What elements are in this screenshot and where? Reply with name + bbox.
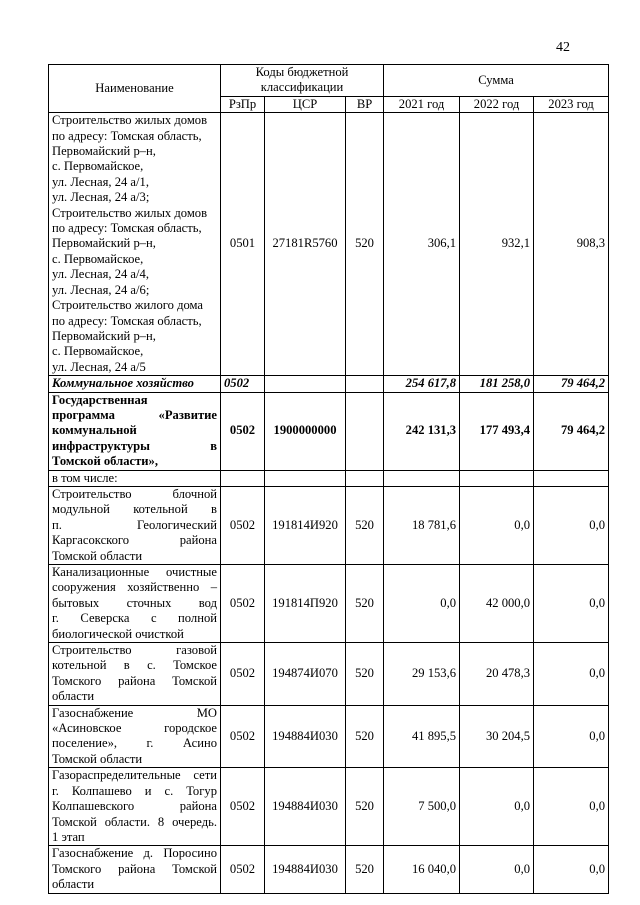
row-name — [49, 392, 221, 470]
row-name-line: п. Геологический — [52, 517, 217, 532]
cell-csr: 1900000000 — [265, 392, 346, 470]
row-name-line: области — [52, 689, 95, 704]
row-name-line: Газораспределительные сети — [52, 768, 217, 783]
cell-rzpr: 0502 — [221, 846, 265, 893]
row-name-line: с. Первомайское, — [52, 159, 144, 174]
row-name-line: Газоснабжение МО — [52, 705, 217, 720]
cell-vr — [346, 376, 384, 392]
table-row — [49, 846, 609, 893]
cell-y2021: 0,0 — [384, 565, 460, 643]
table-body — [49, 113, 609, 893]
cell-vr: 520 — [346, 643, 384, 706]
row-name-line: Коммунальное хозяйство — [52, 376, 194, 391]
row-name-line: с. Первомайское, — [52, 251, 144, 266]
cell-y2022: 181 258,0 — [460, 376, 534, 392]
row-name-line: Строительство блочной — [52, 486, 217, 501]
row-name-line: программа «Развитие — [52, 407, 217, 422]
row-name-line: ул. Лесная, 24 а/6; — [52, 282, 150, 297]
row-name-line: Томского района Томской — [52, 861, 217, 876]
cell-rzpr: 0502 — [221, 643, 265, 706]
row-name-line: Томской области — [52, 751, 143, 766]
cell-csr: 194874И070 — [265, 643, 346, 706]
cell-csr: 191814П920 — [265, 565, 346, 643]
cell-rzpr: 0502 — [221, 705, 265, 768]
cell-y2023 — [534, 470, 609, 486]
cell-csr: 194884И030 — [265, 768, 346, 846]
row-name-line: бытовых сточных вод — [52, 595, 217, 610]
cell-y2023: 0,0 — [534, 846, 609, 893]
cell-csr: 194884И030 — [265, 705, 346, 768]
row-name-line: с. Первомайское, — [52, 344, 144, 359]
cell-y2023: 0,0 — [534, 768, 609, 846]
cell-csr: 194884И030 — [265, 846, 346, 893]
cell-vr: 520 — [346, 565, 384, 643]
row-name-line: Первомайский р–н, — [52, 328, 156, 343]
cell-y2023: 908,3 — [534, 113, 609, 376]
cell-y2022 — [460, 470, 534, 486]
row-name-line: 1 этап — [52, 829, 85, 844]
row-name-line: коммунальной — [52, 423, 137, 438]
row-name — [49, 705, 221, 768]
row-name-line: по адресу: Томская область, — [52, 221, 202, 236]
row-name — [49, 565, 221, 643]
cell-vr: 520 — [346, 486, 384, 564]
row-name-line: Первомайский р–н, — [52, 144, 156, 159]
cell-y2021: 7 500,0 — [384, 768, 460, 846]
cell-y2022: 932,1 — [460, 113, 534, 376]
cell-y2023: 0,0 — [534, 486, 609, 564]
row-name-line: Газоснабжение д. Поросино — [52, 846, 217, 861]
header-2021: 2021 год — [384, 96, 460, 112]
cell-rzpr: 0501 — [221, 113, 265, 376]
row-name-line: биологической очисткой — [52, 626, 184, 641]
cell-y2022: 42 000,0 — [460, 565, 534, 643]
cell-vr — [346, 392, 384, 470]
row-name — [49, 113, 221, 376]
cell-vr: 520 — [346, 705, 384, 768]
row-name-line: ул. Лесная, 24 а/1, — [52, 174, 149, 189]
cell-y2021: 29 153,6 — [384, 643, 460, 706]
row-name-line: Строительство жилого дома — [52, 298, 204, 313]
cell-csr — [265, 376, 346, 392]
table-row — [49, 470, 609, 486]
row-name-line: Строительство газовой — [52, 643, 217, 658]
header-2022: 2022 год — [460, 96, 534, 112]
row-name — [49, 376, 221, 392]
cell-rzpr: 0502 — [221, 565, 265, 643]
row-name-line: в том числе: — [52, 470, 118, 485]
cell-y2022: 30 204,5 — [460, 705, 534, 768]
row-name-line: Государственная — [52, 392, 148, 407]
cell-y2022: 0,0 — [460, 846, 534, 893]
row-name-line: области — [52, 877, 95, 892]
budget-table — [48, 64, 609, 894]
table-row — [49, 565, 609, 643]
row-name-line: Строительство жилых домов — [52, 205, 208, 220]
row-name-line: ул. Лесная, 24 а/5 — [52, 359, 146, 374]
page-number: 42 — [556, 40, 570, 55]
cell-y2021: 16 040,0 — [384, 846, 460, 893]
row-name-line: Томской области», — [52, 454, 158, 469]
cell-vr: 520 — [346, 768, 384, 846]
cell-y2022: 0,0 — [460, 486, 534, 564]
header-codes: Коды бюджетной классификации — [221, 65, 384, 97]
row-name-line: Строительство жилых домов — [52, 113, 208, 128]
cell-y2021: 306,1 — [384, 113, 460, 376]
row-name — [49, 846, 221, 893]
row-name — [49, 768, 221, 846]
table-row — [49, 705, 609, 768]
row-name-line: по адресу: Томская область, — [52, 128, 202, 143]
row-name-line: Канализационные очистные — [52, 565, 217, 579]
cell-vr: 520 — [346, 113, 384, 376]
table-row — [49, 768, 609, 846]
cell-rzpr: 0502 — [221, 392, 265, 470]
cell-csr: 191814И920 — [265, 486, 346, 564]
cell-y2022: 0,0 — [460, 768, 534, 846]
row-name-line: Первомайский р–н, — [52, 236, 156, 251]
row-name-line: Томской области — [52, 548, 143, 563]
cell-y2023: 0,0 — [534, 565, 609, 643]
header-sum: Сумма — [384, 65, 609, 97]
cell-y2021: 242 131,3 — [384, 392, 460, 470]
header-name: Наименование — [49, 65, 221, 113]
row-name-line: модульной котельной в — [52, 502, 217, 517]
cell-y2022: 177 493,4 — [460, 392, 534, 470]
cell-rzpr: 0502 — [221, 486, 265, 564]
cell-vr — [346, 470, 384, 486]
row-name-line: г. Колпашево и с. Тогур — [52, 783, 217, 798]
row-name-line: по адресу: Томская область, — [52, 313, 202, 328]
table-row — [49, 113, 609, 376]
cell-y2023: 0,0 — [534, 643, 609, 706]
cell-y2021: 18 781,6 — [384, 486, 460, 564]
row-name-line: сооружения хозяйственно – — [52, 580, 217, 595]
row-name-line: Томского района Томской — [52, 673, 217, 688]
header-vr: ВР — [346, 96, 384, 112]
cell-rzpr — [221, 470, 265, 486]
cell-csr: 27181R5760 — [265, 113, 346, 376]
row-name-line: ул. Лесная, 24 а/3; — [52, 190, 150, 205]
cell-rzpr: 0502 — [221, 768, 265, 846]
table-row — [49, 643, 609, 706]
row-name — [49, 470, 221, 486]
cell-y2021: 254 617,8 — [384, 376, 460, 392]
cell-y2023: 79 464,2 — [534, 392, 609, 470]
row-name-line: Колпашевского района — [52, 799, 217, 814]
row-name-line: поселение», г. Асино — [52, 736, 217, 751]
row-name — [49, 486, 221, 564]
cell-rzpr: 0502 — [221, 376, 265, 392]
cell-y2021: 41 895,5 — [384, 705, 460, 768]
header-2023: 2023 год — [534, 96, 609, 112]
row-name — [49, 643, 221, 706]
row-name-line: ул. Лесная, 24 а/4, — [52, 267, 149, 282]
row-name-line: Каргасокского района — [52, 533, 217, 548]
table-row — [49, 376, 609, 392]
cell-csr — [265, 470, 346, 486]
row-name-line: г. Северска с полной — [52, 611, 217, 626]
cell-y2023: 79 464,2 — [534, 376, 609, 392]
cell-y2023: 0,0 — [534, 705, 609, 768]
header-csr: ЦСР — [265, 96, 346, 112]
row-name-line: «Асиновское городское — [52, 721, 217, 736]
row-name-line: котельной в с. Томское — [52, 658, 217, 673]
cell-y2021 — [384, 470, 460, 486]
table-row — [49, 486, 609, 564]
row-name-line: Томской области. 8 очередь. — [52, 814, 217, 829]
cell-vr: 520 — [346, 846, 384, 893]
header-rzpr: РзПр — [221, 96, 265, 112]
cell-y2022: 20 478,3 — [460, 643, 534, 706]
row-name-line: инфраструктуры в — [52, 438, 217, 453]
table-row — [49, 392, 609, 470]
